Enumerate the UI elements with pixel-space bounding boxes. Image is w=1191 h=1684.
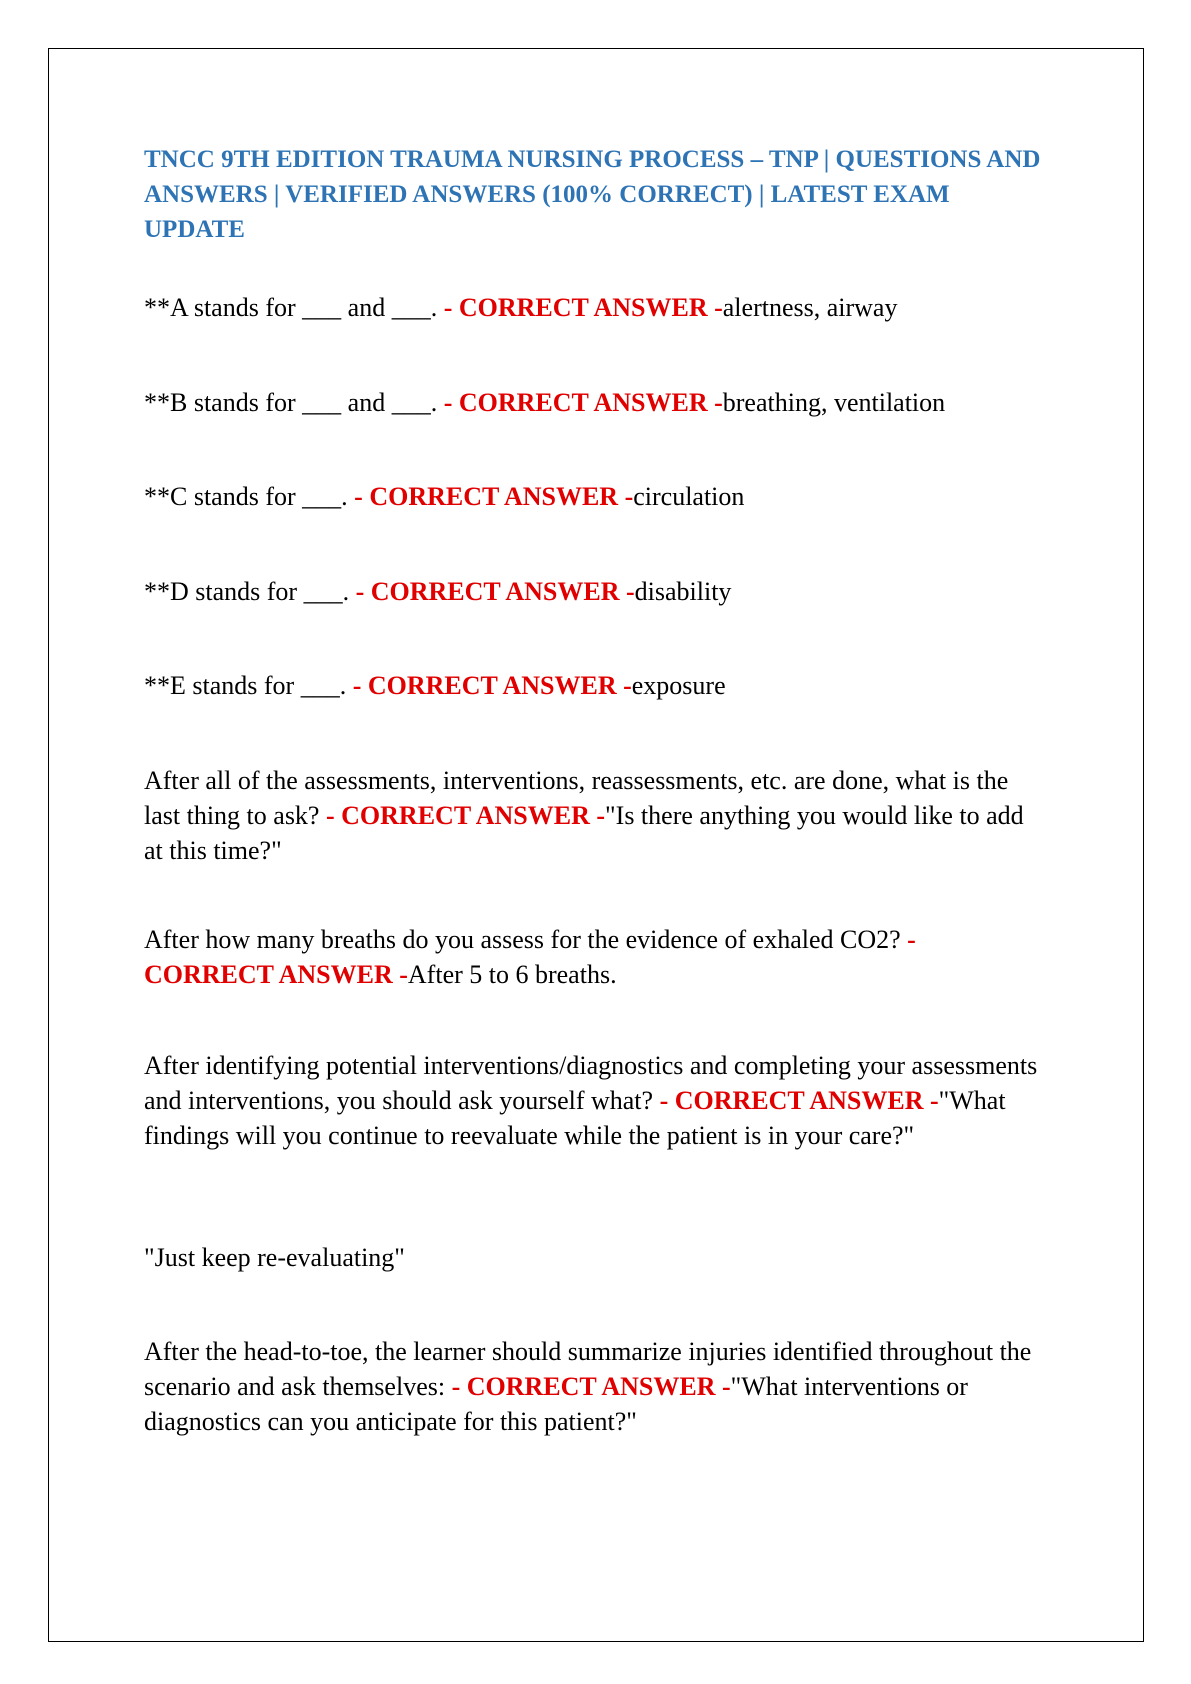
answer-text: exposure bbox=[631, 671, 726, 700]
note-keep-reevaluating: "Just keep re-evaluating" bbox=[144, 1243, 405, 1272]
qa-item-b bbox=[144, 385, 1044, 420]
qa-item-exhaled-co2 bbox=[144, 922, 1044, 992]
question-text: After identifying potential interventions/diagnostics and completing your assessments and interventions, you should ask yourself what? bbox=[144, 1051, 1038, 1115]
qa-item-e bbox=[144, 668, 1044, 703]
qa-item-c bbox=[144, 479, 1044, 514]
question-text: **C stands for ___. bbox=[144, 482, 355, 511]
qa-item-reevaluate bbox=[144, 1048, 1044, 1153]
answer-text: "What interventions or diagnostics can you anticipate for this patient?" bbox=[144, 1372, 968, 1436]
qa-item-head-to-toe bbox=[144, 1334, 1044, 1439]
answer-text: breathing, ventilation bbox=[722, 388, 946, 417]
answer-text: After 5 to 6 breaths. bbox=[407, 960, 617, 989]
question-text: After how many breaths do you assess for the evidence of exhaled CO2? bbox=[144, 925, 908, 954]
document-body bbox=[144, 142, 1044, 1436]
correct-answer-marker: - CORRECT ANSWER - bbox=[659, 1086, 939, 1115]
qa-item-a bbox=[144, 290, 1044, 325]
question-text: **E stands for ___. bbox=[144, 671, 353, 700]
correct-answer-marker: - CORRECT ANSWER - bbox=[355, 577, 635, 606]
correct-answer-marker: - CORRECT ANSWER - bbox=[354, 482, 634, 511]
answer-text: "Is there anything you would like to add at this time?" bbox=[144, 801, 1024, 865]
correct-answer-marker: - CORRECT ANSWER - bbox=[325, 801, 606, 830]
answer-text: "What findings will you continue to reevaluate while the patient is in your care?" bbox=[144, 1086, 1006, 1150]
correct-answer-marker: - CORRECT ANSWER - bbox=[144, 925, 916, 989]
question-text: **A stands for ___ and ___. bbox=[144, 293, 444, 322]
question-text: **B stands for ___ and ___. bbox=[144, 388, 444, 417]
document-title: TNCC 9TH EDITION TRAUMA NURSING PROCESS – TNP | QUESTIONS AND ANSWERS | VERIFIED ANSWERS (100% CORRECT) | LATEST EXAM UPDATE bbox=[144, 146, 1041, 243]
answer-text: alertness, airway bbox=[722, 293, 898, 322]
question-text: After the head-to-toe, the learner should summarize injuries identified throughout the scenario and ask themselves: bbox=[144, 1337, 1032, 1401]
correct-answer-marker: - CORRECT ANSWER - bbox=[443, 388, 723, 417]
answer-text: disability bbox=[634, 577, 732, 606]
answer-text: circulation bbox=[633, 482, 745, 511]
qa-item-d bbox=[144, 574, 1044, 609]
question-text: **D stands for ___. bbox=[144, 577, 356, 606]
correct-answer-marker: - CORRECT ANSWER - bbox=[443, 293, 723, 322]
qa-item-last-question bbox=[144, 763, 1044, 868]
correct-answer-marker: - CORRECT ANSWER - bbox=[352, 671, 632, 700]
question-text: After all of the assessments, interventions, reassessments, etc. are done, what is the last thing to ask? bbox=[144, 766, 1009, 830]
correct-answer-marker: - CORRECT ANSWER - bbox=[451, 1372, 731, 1401]
